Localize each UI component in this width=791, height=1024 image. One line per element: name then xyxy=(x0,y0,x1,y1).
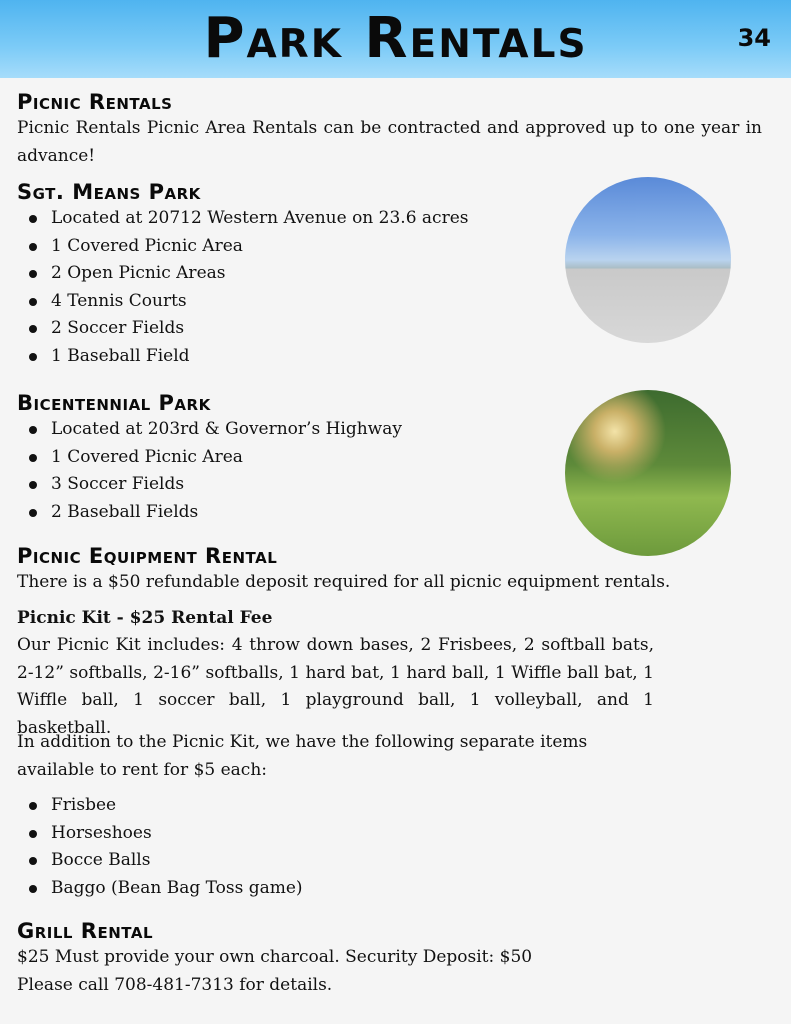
grill-line-1: $25 Must provide your own charcoal. Security Deposit: $50 xyxy=(17,947,533,967)
list-item: 2 Open Picnic Areas xyxy=(17,260,468,288)
picnic-rentals-heading: Picnic Rentals xyxy=(17,90,173,114)
bicentennial-park-photo xyxy=(565,390,731,556)
list-item: Bocce Balls xyxy=(17,847,303,875)
list-item: 4 Tennis Courts xyxy=(17,288,468,316)
equipment-list xyxy=(17,792,303,902)
picnic-rentals-text: Picnic Rentals Picnic Area Rentals can be contracted and approved up to one year in advance! xyxy=(17,118,762,166)
sgt-means-list xyxy=(17,205,468,370)
list-item: 1 Covered Picnic Area xyxy=(17,233,468,261)
equipment-deposit-text: There is a $50 refundable deposit required for all picnic equipment rentals. xyxy=(17,572,671,592)
grill-line-2: Please call 708-481-7313 for details. xyxy=(17,975,333,995)
bicentennial-heading: Bicentennial Park xyxy=(17,391,211,415)
page-header xyxy=(0,0,791,78)
list-item: Baggo (Bean Bag Toss game) xyxy=(17,875,303,903)
picnic-kit-text: Our Picnic Kit includes: 4 throw down bases, 2 Frisbees, 2 softball bats, 2-12” softballs, 2-16” softballs, 1 hard bat, 1 hard ball, 1 Wiffle ball bat, 1 Wiffle ball, 1 soccer ball, 1 playground ball, 1 volleyball, and 1 basketball. xyxy=(17,635,654,738)
list-item: Located at 203rd & Governor’s Highway xyxy=(17,416,402,444)
list-item: 2 Soccer Fields xyxy=(17,315,468,343)
equipment-addition-text: In addition to the Picnic Kit, we have the following separate items available to rent for $5 each: xyxy=(17,732,588,780)
list-item: Frisbee xyxy=(17,792,303,820)
sgt-means-heading: Sgt. Means Park xyxy=(17,180,201,204)
list-item: 1 Baseball Field xyxy=(17,343,468,371)
bicentennial-list xyxy=(17,416,402,526)
picnic-kit-title: Picnic Kit - $25 Rental Fee xyxy=(17,608,273,628)
list-item: Located at 20712 Western Avenue on 23.6 acres xyxy=(17,205,468,233)
list-item: 1 Covered Picnic Area xyxy=(17,444,402,472)
equipment-heading: Picnic Equipment Rental xyxy=(17,544,278,568)
page-title: Park Rentals xyxy=(203,6,588,71)
list-item: 2 Baseball Fields xyxy=(17,499,402,527)
list-item: Horseshoes xyxy=(17,820,303,848)
page-number: 34 xyxy=(737,24,771,52)
sgt-means-park-photo xyxy=(565,177,731,343)
list-item: 3 Soccer Fields xyxy=(17,471,402,499)
grill-heading: Grill Rental xyxy=(17,919,154,943)
